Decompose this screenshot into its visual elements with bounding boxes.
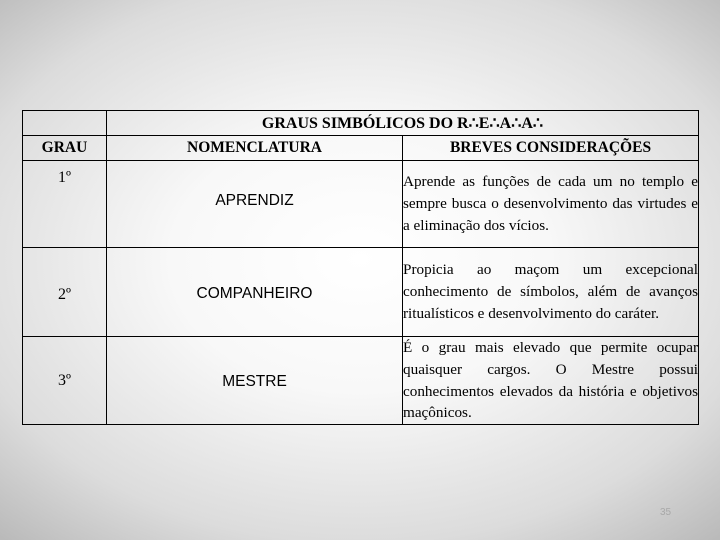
- grau-cell: [23, 248, 107, 337]
- grau-cell: [23, 337, 107, 425]
- table-row: [23, 161, 699, 248]
- header-nomenclatura: NOMENCLATURA: [107, 136, 403, 161]
- table-row: [23, 337, 699, 425]
- nomenclatura-cell: [107, 248, 403, 337]
- grau-value: 2º: [58, 286, 71, 303]
- consideracoes-cell: É o grau mais elevado que permite ocupar quaisquer cargos. O Mestre possui conhecimentos elevados da história e objetivos maçônicos.: [403, 337, 699, 425]
- page-number: 35: [660, 507, 672, 518]
- degrees-table: [22, 110, 699, 425]
- nomenclatura-value: APRENDIZ: [215, 192, 294, 209]
- consideracoes-cell: Propicia ao maçom um excepcional conhecimento de símbolos, além de avanços ritualísticos e desenvolvimento do caráter.: [403, 248, 699, 337]
- header-grau: GRAU: [23, 136, 107, 161]
- title-row: [23, 111, 699, 136]
- grau-cell: [23, 161, 107, 248]
- nomenclatura-value: COMPANHEIRO: [196, 285, 313, 302]
- table-title: GRAUS SIMBÓLICOS DO R∴E∴A∴A∴: [107, 111, 699, 136]
- nomenclatura-value: MESTRE: [222, 372, 287, 390]
- table-row: [23, 248, 699, 337]
- nomenclatura-cell: [107, 337, 403, 425]
- title-left-spacer: [23, 111, 107, 136]
- header-row: [23, 136, 699, 161]
- grau-value: 1º: [58, 169, 71, 186]
- grau-value: 3º: [58, 371, 71, 389]
- consideracoes-cell: Aprende as funções de cada um no templo e sempre busca o desenvolvimento das virtudes e a eliminação dos vícios.: [403, 161, 699, 248]
- nomenclatura-cell: [107, 161, 403, 248]
- header-consideracoes: BREVES CONSIDERAÇÕES: [403, 136, 699, 161]
